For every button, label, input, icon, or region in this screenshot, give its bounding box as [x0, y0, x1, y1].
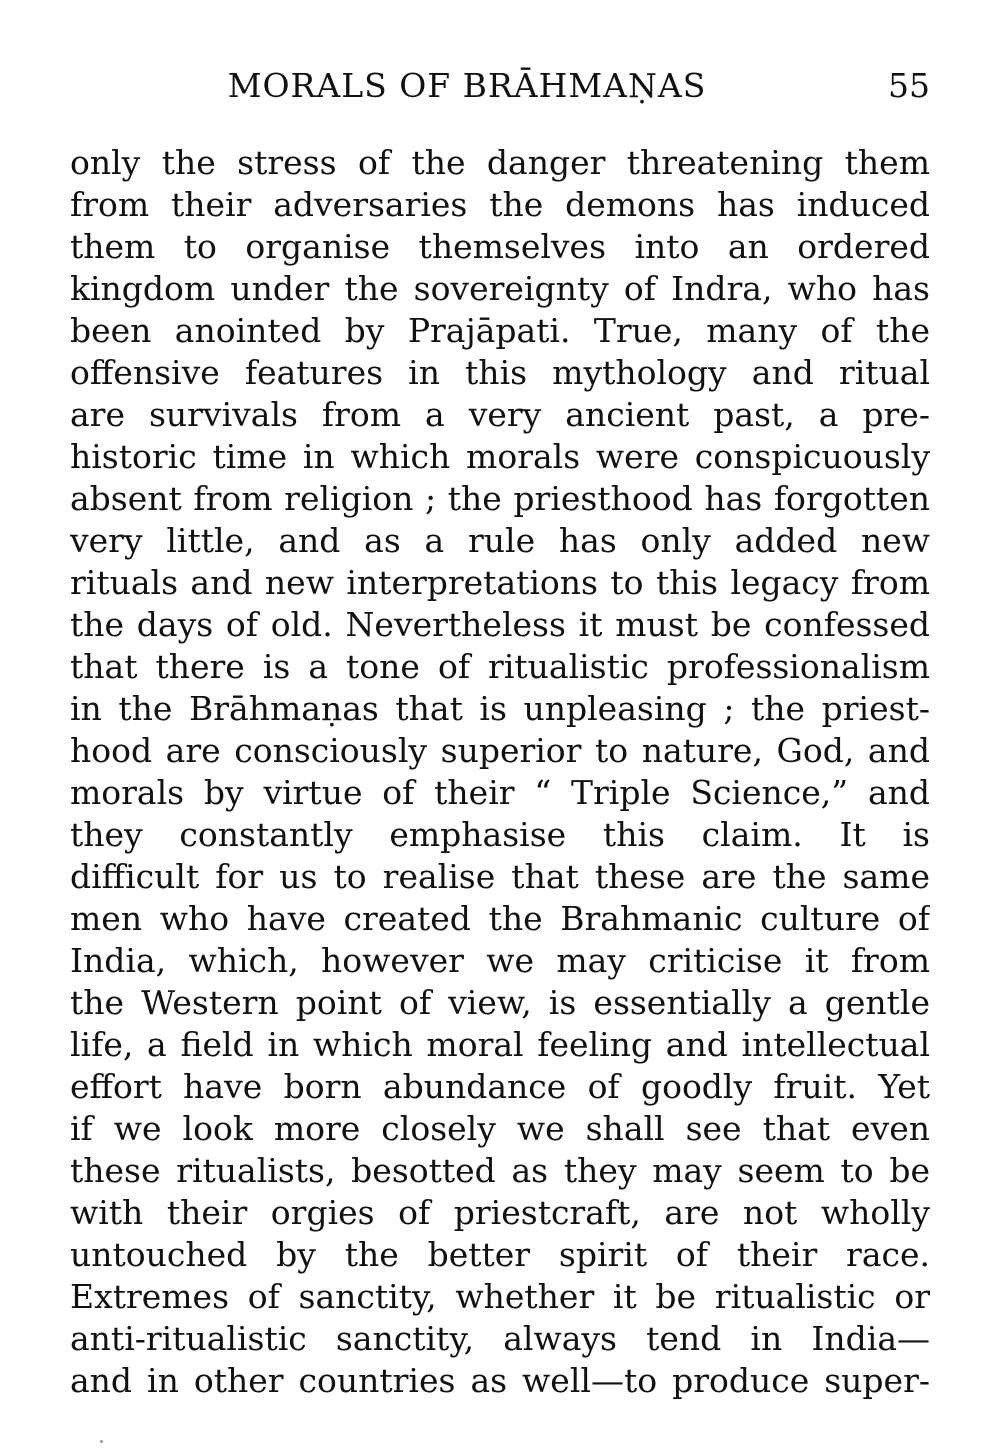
text-line: they constantly emphasise this claim. It is: [70, 815, 930, 854]
text-line: kingdom under the sovereignty of Indra, who has: [70, 269, 930, 308]
body-text: [70, 142, 930, 1402]
text-line: untouched by the better spirit of their race.: [70, 1235, 930, 1274]
text-line: historic time in which morals were conspicuously: [70, 437, 930, 476]
text-line: hood are consciously superior to nature, God, and: [70, 731, 930, 770]
text-line: from their adversaries the demons has induced: [70, 185, 930, 224]
page-number: 55: [888, 66, 930, 105]
text-line: with their orgies of priestcraft, are not wholly: [70, 1193, 930, 1232]
text-line: them to organise themselves into an ordered: [70, 227, 930, 266]
text-line: life, a field in which moral feeling and intellectual: [70, 1025, 930, 1064]
text-line: the days of old. Nevertheless it must be confessed: [70, 605, 930, 644]
text-line: rituals and new interpretations to this legacy from: [70, 563, 930, 602]
text-line: are survivals from a very ancient past, a pre-: [70, 395, 930, 434]
text-line: very little, and as a rule has only added new: [70, 521, 930, 560]
text-line: effort have born abundance of goodly fruit. Yet: [70, 1067, 930, 1106]
text-line: India, which, however we may criticise it from: [70, 941, 930, 980]
running-title: MORALS OF BRĀHMAṆAS: [227, 66, 707, 105]
text-line: only the stress of the danger threatening them: [70, 143, 930, 182]
text-line: absent from religion ; the priesthood has forgotten: [70, 479, 930, 518]
text-line: difficult for us to realise that these are the same: [70, 857, 930, 896]
text-line: if we look more closely we shall see that even: [70, 1109, 930, 1148]
text-line: Extremes of sanctity, whether it be ritualistic or: [70, 1277, 930, 1316]
page-header: [70, 62, 930, 110]
text-line: anti-ritualistic sanctity, always tend in India—: [70, 1319, 930, 1358]
text-line: men who have created the Brahmanic culture of: [70, 899, 930, 938]
text-line: that there is a tone of ritualistic professionalism: [70, 647, 930, 686]
text-line: in the Brāhmaṇas that is unpleasing ; the priest-: [70, 689, 930, 728]
text-line: been anointed by Prajāpati. True, many of the: [70, 311, 930, 350]
scan-speck: [100, 1440, 103, 1443]
text-line: and in other countries as well—to produce super-: [70, 1361, 930, 1400]
text-line: the Western point of view, is essentially a gentle: [70, 983, 930, 1022]
text-line: offensive features in this mythology and ritual: [70, 353, 930, 392]
text-line: morals by virtue of their “ Triple Science,” and: [70, 773, 930, 812]
text-line: these ritualists, besotted as they may seem to be: [70, 1151, 930, 1190]
